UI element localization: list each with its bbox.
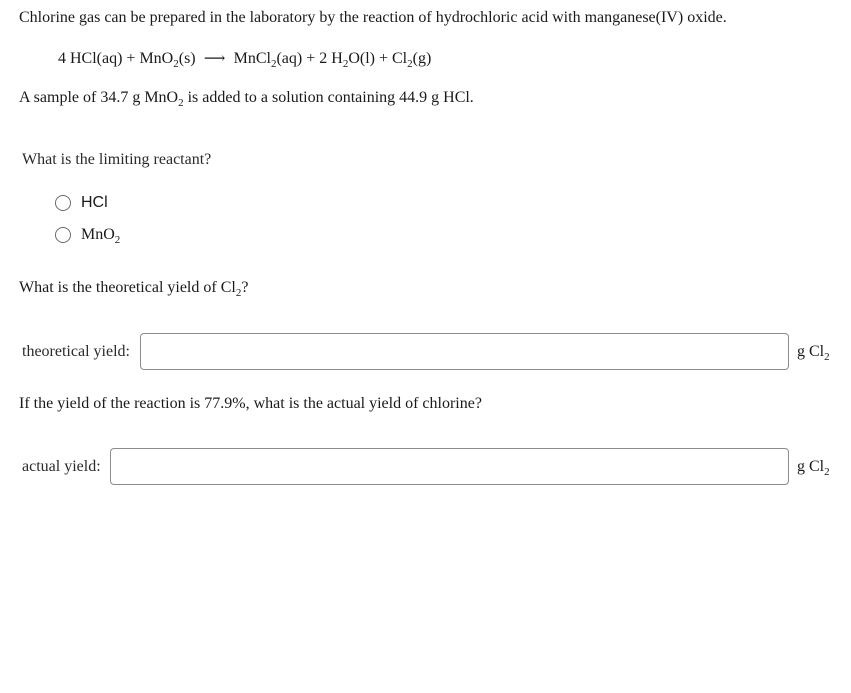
radio-label[interactable]: MnO$_2$ [81, 226, 121, 246]
problem-intro: Chlorine gas can be prepared in the laboratory by the reaction of hydrochloric acid with manganese(IV) oxide. [19, 9, 727, 26]
equation-product-3: O(l) + Cl [348, 50, 408, 67]
theoretical-yield-unit: g $Cl_2$ [797, 343, 830, 363]
limiting-reactant-question: What is the limiting reactant? [22, 151, 212, 168]
theoretical-yield-question: What is the theoretical yield of $Cl_2$? [19, 279, 249, 299]
sample-text-post: is added to a solution containing 44.9 g HCl. [183, 89, 474, 106]
equation-sub: 2 [270, 58, 277, 70]
theoretical-yield-label: theoretical yield: [22, 343, 130, 360]
theoretical-yield-input[interactable] [140, 333, 789, 370]
reaction-equation [58, 49, 431, 68]
actual-yield-input[interactable] [110, 448, 789, 485]
sample-sub: 2 [178, 97, 184, 109]
equation-product-1: MnCl [233, 50, 271, 67]
actual-yield-question: If the yield of the reaction is 77.9%, what is the actual yield of chlorine? [19, 395, 482, 412]
reaction-arrow-icon: ⟶ [203, 51, 226, 67]
sample-text-pre: A sample of 34.7 g MnO [19, 89, 179, 106]
equation-product-state: (g) [412, 50, 432, 67]
radio-label[interactable]: HCl [81, 194, 108, 211]
equation-sub: 2 [342, 58, 349, 70]
equation-reactant-1: 4 HCl(aq) + MnO [58, 50, 174, 67]
radio-button[interactable] [55, 227, 71, 243]
equation-product-2: (aq) + 2 H [276, 50, 343, 67]
equation-reactant-state: (s) [178, 50, 196, 67]
radio-option-hcl[interactable] [55, 192, 108, 214]
equation-sub: 2 [407, 58, 413, 70]
actual-yield-unit: g $Cl_2$ [797, 458, 830, 478]
sample-statement [19, 89, 474, 107]
actual-yield-label: actual yield: [22, 458, 101, 475]
equation-sub: 2 [173, 58, 179, 70]
radio-button[interactable] [55, 195, 71, 211]
radio-option-mno2[interactable] [55, 224, 120, 246]
